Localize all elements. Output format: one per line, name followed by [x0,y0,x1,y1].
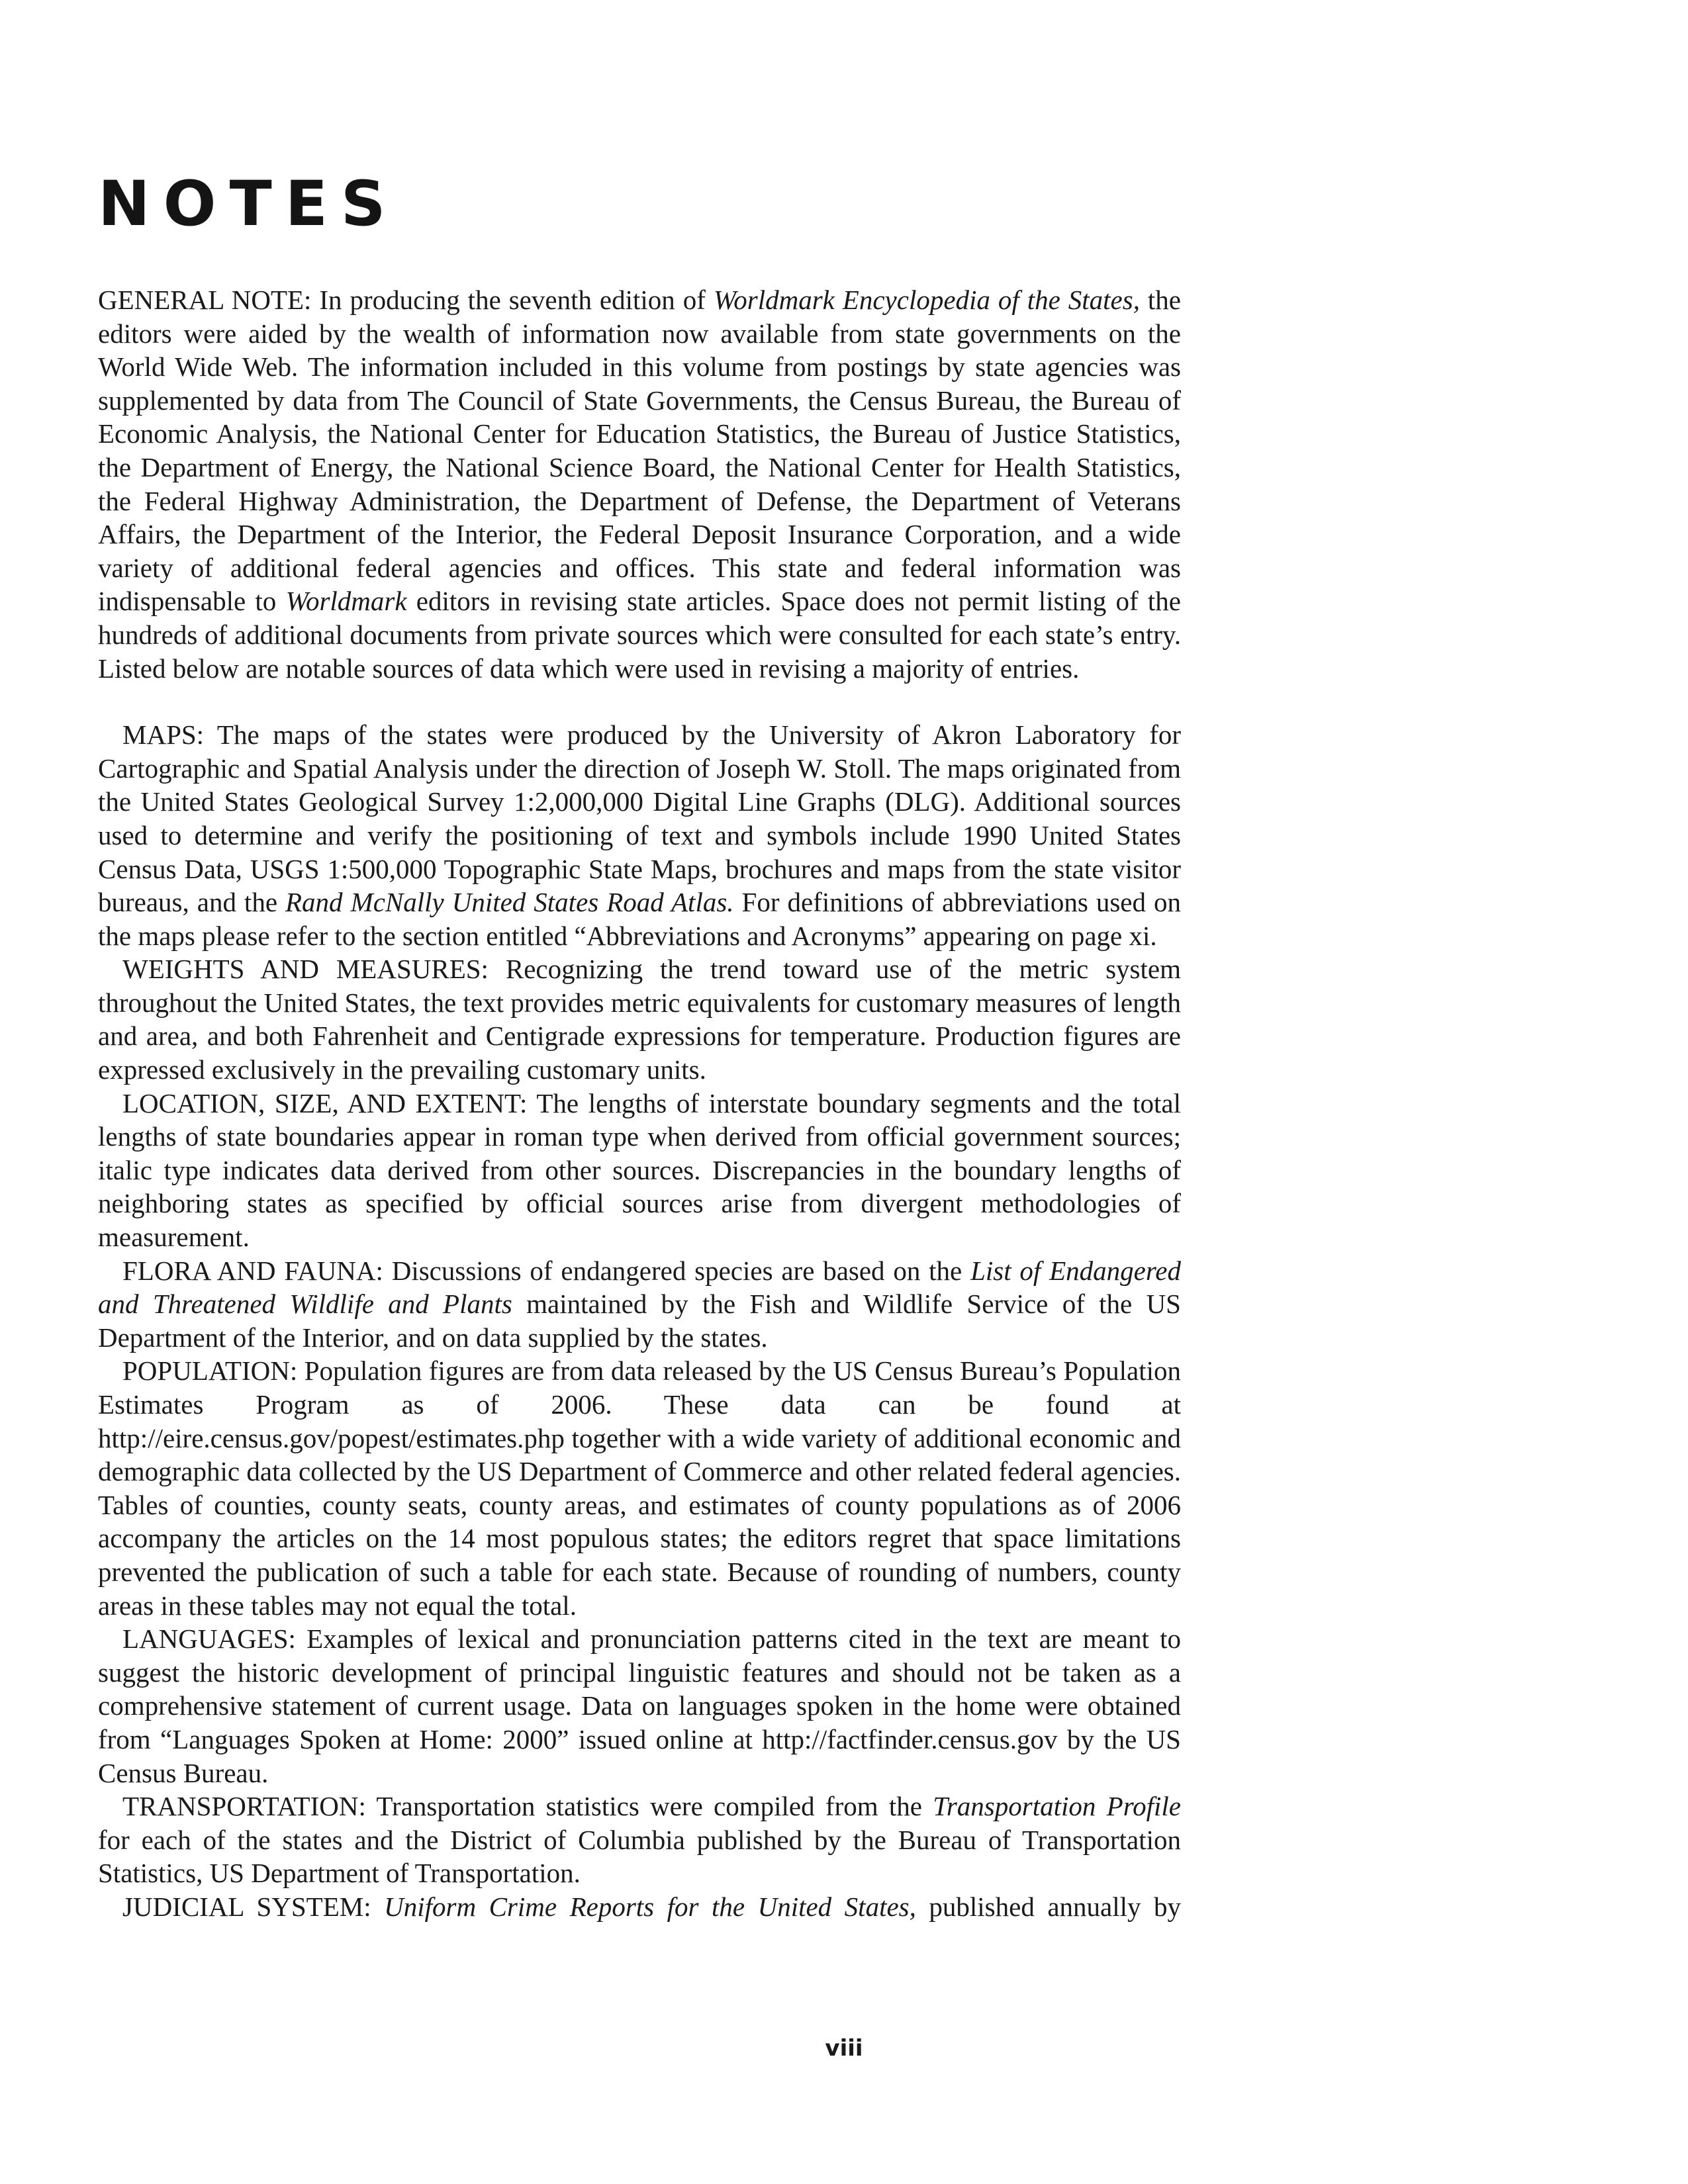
location-text: LOCATION, SIZE, AND EXTENT: The lengths of interstate boundary segments and the total lengths of state boundaries appear in roman type when derived from official government sources; italic type indicates data derived from other sources. Discrepancies in the boundary lengths of neighboring states as specified by official sources arise from divergent methodologies of measurement. [98,1087,1181,1253]
flora-text-1: FLORA AND FAUNA: Discussions of endangered species are based on the [122,1255,971,1286]
general-note-text-1: GENERAL NOTE: In producing the seventh edition of [98,285,714,315]
population-paragraph [98,1354,1181,1622]
page-number: viii [825,2035,863,2062]
general-note-worldmark: Worldmark [285,586,407,617]
judicial-report-title: Uniform Crime Reports for the United States, [384,1891,916,1922]
weights-paragraph [98,952,1181,1086]
general-note-paragraph [98,283,1181,685]
maps-text-2: For definitions of abbreviations used on the maps please refer to the section entitled “Abbreviations and Acronyms” appearing on page xi. [98,887,1181,951]
languages-paragraph [98,1622,1181,1790]
location-paragraph [98,1087,1181,1254]
maps-paragraph [98,718,1181,952]
general-note-text-2: the editors were aided by the wealth of information now available from state governments on the World Wide Web. The information included in this volume from postings by state agencies was supplemented by data from The Council of State Governments, the Census Bureau, the Bureau of Economic Analysis, the National Center for Education Statistics, the Bureau of Justice Statistics, the Department of Energy, the National Science Board, the National Center for Health Statistics, the Federal Highway Administration, the Department of Defense, the Department of Veterans Affairs, the Department of the Interior, the Federal Deposit Insurance Corporation, and a wide variety of additional federal agencies and offices. This state and federal information was indispensable to [98,285,1181,617]
flora-paragraph [98,1254,1181,1355]
judicial-text-2: published annually by [915,1891,1182,1922]
transportation-profile-title: Transportation Profile [933,1791,1181,1822]
maps-atlas-title: Rand McNally United States Road Atlas. [285,887,734,918]
weights-text: WEIGHTS AND MEASURES: Recognizing the trend toward use of the metric system throughout the United States, the text provides metric equivalents for customary measures of length and area, and both Fahrenheit and Centigrade expressions for temperature. Production figures are expressed exclusively in the prevailing customary units. [98,954,1181,1085]
judicial-text-1: JUDICIAL SYSTEM: [122,1891,385,1922]
maps-text-1: MAPS: The maps of the states were produced by the University of Akron Laboratory for Cartographic and Spatial Analysis under the direction of Joseph W. Stoll. The maps originated from the United States Geological Survey 1:2,000,000 Digital Line Graphs (DLG). Additional sources used to determine and verify the positioning of text and symbols include 1990 United States Census Data, USGS 1:500,000 Topographic State Maps, brochures and maps from the state visitor bureaus, and the [98,719,1181,918]
languages-text: LANGUAGES: Examples of lexical and pronunciation patterns cited in the text are meant to suggest the historic development of principal linguistic features and should not be taken as a comprehensive statement of current usage. Data on languages spoken in the home were obtained from “Languages Spoken at Home: 2000” issued online at http://factfinder.census.gov by the US Census Bureau. [98,1623,1181,1788]
flora-list-title: List of Endangered and Threatened Wildlife and Plants [98,1255,1181,1320]
transportation-text-2: for each of the states and the District of Columbia published by the Bureau of Transportation Statistics, US Department of Transportation. [98,1824,1181,1889]
general-note-book-title: Worldmark Encyclopedia of the States, [713,285,1140,315]
notes-body [98,283,1181,1924]
population-text: POPULATION: Population figures are from data released by the US Census Bureau’s Population Estimates Program as of 2006. These data can be found at http://eire.census.gov/popest/estimates.php together with a wide variety of additional economic and demographic data collected by the US Department of Commerce and other related federal agencies. Tables of counties, county seats, county areas, and estimates of county populations as of 2006 accompany the articles on the 14 most populous states; the editors regret that space limitations prevented the publication of such a table for each state. Because of rounding of numbers, county areas in these tables may not equal the total. [98,1355,1181,1621]
general-note-text-3: editors in revising state articles. Space does not permit listing of the hundreds of additional documents from private sources which were consulted for each state’s entry. Listed below are notable sources of data which were used in revising a majority of entries. [98,586,1181,684]
judicial-paragraph [98,1890,1181,1924]
transportation-paragraph [98,1790,1181,1890]
flora-text-2: maintained by the Fish and Wildlife Service of the US Department of the Interior, and on data supplied by the states. [98,1289,1181,1353]
transportation-text-1: TRANSPORTATION: Transportation statistics were compiled from the [122,1791,933,1822]
page-title: NOTES [98,168,399,240]
